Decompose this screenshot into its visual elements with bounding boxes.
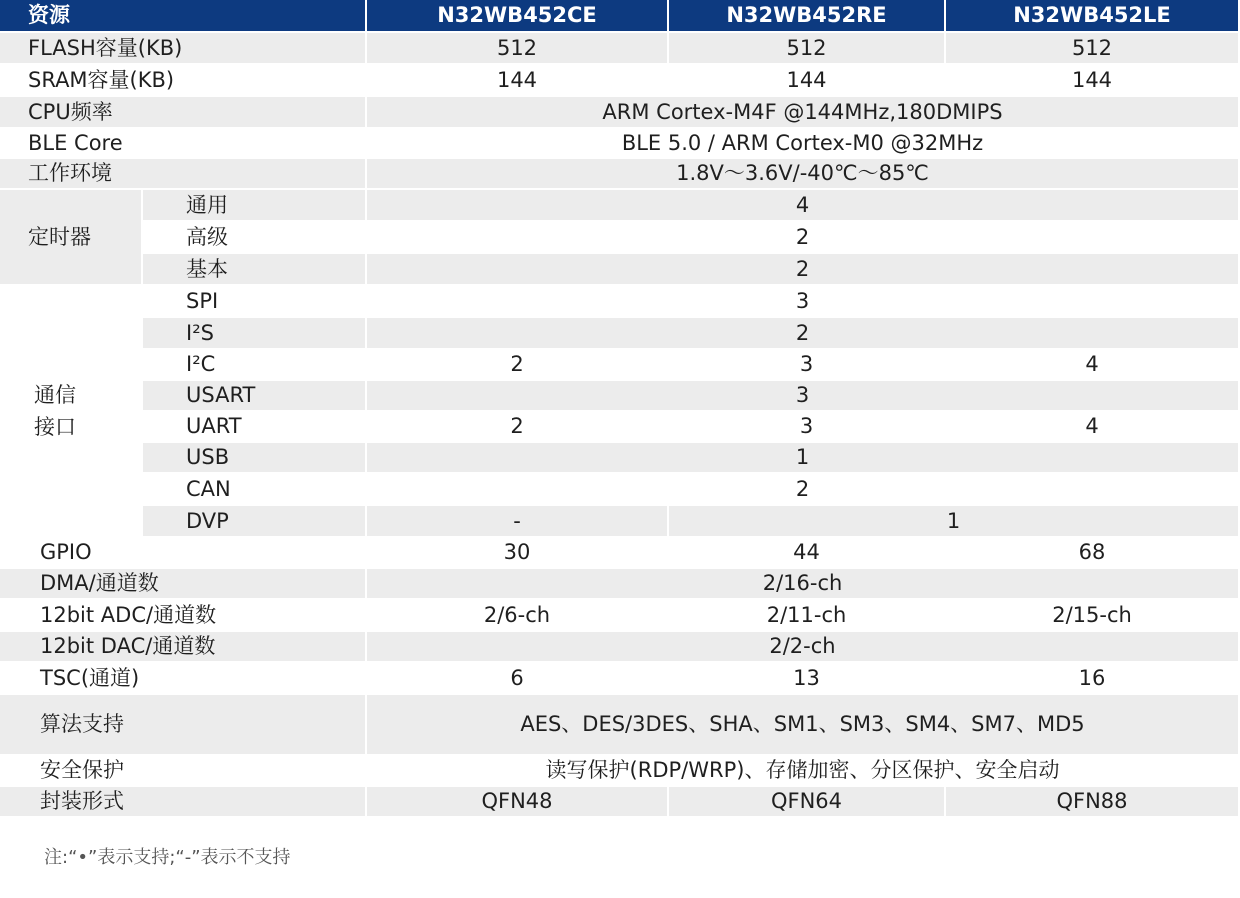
row-value: 6 xyxy=(367,663,667,693)
sub-value: 1 xyxy=(367,443,1238,472)
row-value: 512 xyxy=(946,33,1238,63)
row-value: 2/6-ch xyxy=(367,600,667,630)
row-label: 安全保护 xyxy=(0,756,365,785)
header-model: N32WB452LE xyxy=(946,0,1238,31)
sub-label: I²S xyxy=(143,318,365,348)
group-label-comm: 通信 接口 xyxy=(0,286,141,536)
sub-label: USB xyxy=(143,443,365,472)
sub-value: 3 xyxy=(367,381,1238,410)
sub-value: 4 xyxy=(367,190,1238,220)
row-value: 144 xyxy=(946,65,1238,95)
sub-label: USART xyxy=(143,381,365,410)
row-label: 12bit DAC/通道数 xyxy=(0,632,365,661)
sub-value: 3 xyxy=(367,286,1238,316)
row-value: 16 xyxy=(946,663,1238,693)
sub-value: 2 xyxy=(367,318,1238,348)
row-value: QFN64 xyxy=(669,787,944,816)
row-label: BLE Core xyxy=(0,129,365,157)
row-value: 1.8V～3.6V/-40℃～85℃ xyxy=(367,159,1238,188)
row-label: CPU频率 xyxy=(0,97,365,127)
sub-value: 2 xyxy=(367,222,1238,252)
row-label: 封装形式 xyxy=(0,787,365,816)
table-footnote: 注:“•”表示支持;“-”表示不支持 xyxy=(44,847,291,868)
sub-value: 2 xyxy=(367,412,667,441)
header-model: N32WB452CE xyxy=(367,0,667,31)
row-value: AES、DES/3DES、SHA、SM1、SM3、SM4、SM7、MD5 xyxy=(367,695,1238,754)
row-value: BLE 5.0 / ARM Cortex-M0 @32MHz xyxy=(367,129,1238,157)
row-value: 512 xyxy=(669,33,944,63)
row-label: FLASH容量(KB) xyxy=(0,33,365,63)
sub-value: 4 xyxy=(946,350,1238,379)
row-label: GPIO xyxy=(0,538,365,567)
row-value: ARM Cortex-M4F @144MHz,180DMIPS xyxy=(367,97,1238,127)
row-label: 算法支持 xyxy=(0,695,365,754)
row-value: 2/16-ch xyxy=(367,569,1238,598)
sub-label: CAN xyxy=(143,474,365,504)
sub-label: UART xyxy=(143,412,365,441)
header-model: N32WB452RE xyxy=(669,0,944,31)
row-value: QFN88 xyxy=(946,787,1238,816)
row-value: 144 xyxy=(367,65,667,95)
row-value: 2/2-ch xyxy=(367,632,1238,661)
row-value: 2/11-ch xyxy=(669,600,944,630)
row-value: 读写保护(RDP/WRP)、存储加密、分区保护、安全启动 xyxy=(367,756,1238,785)
row-value: 44 xyxy=(669,538,944,567)
row-label: TSC(通道) xyxy=(0,663,365,693)
row-value: 68 xyxy=(946,538,1238,567)
sub-value: 2 xyxy=(367,350,667,379)
sub-label: 通用 xyxy=(143,190,365,220)
row-value: 512 xyxy=(367,33,667,63)
sub-value: 4 xyxy=(946,412,1238,441)
row-value: 2/15-ch xyxy=(946,600,1238,630)
sub-value: 3 xyxy=(669,350,944,379)
row-label: 工作环境 xyxy=(0,159,365,188)
sub-label: 基本 xyxy=(143,254,365,284)
row-value: QFN48 xyxy=(367,787,667,816)
row-value: 144 xyxy=(669,65,944,95)
sub-label: DVP xyxy=(143,506,365,536)
sub-label: I²C xyxy=(143,350,365,379)
group-label-timer: 定时器 xyxy=(0,190,141,284)
sub-value: 3 xyxy=(669,412,944,441)
row-value: 13 xyxy=(669,663,944,693)
sub-value: - xyxy=(367,506,667,536)
row-label: DMA/通道数 xyxy=(0,569,365,598)
header-resource: 资源 xyxy=(0,0,365,31)
row-label: SRAM容量(KB) xyxy=(0,65,365,95)
sub-label: SPI xyxy=(143,286,365,316)
row-value: 30 xyxy=(367,538,667,567)
sub-label: 高级 xyxy=(143,222,365,252)
sub-value: 2 xyxy=(367,474,1238,504)
sub-value: 2 xyxy=(367,254,1238,284)
sub-value: 1 xyxy=(669,506,1238,536)
row-label: 12bit ADC/通道数 xyxy=(0,600,365,630)
